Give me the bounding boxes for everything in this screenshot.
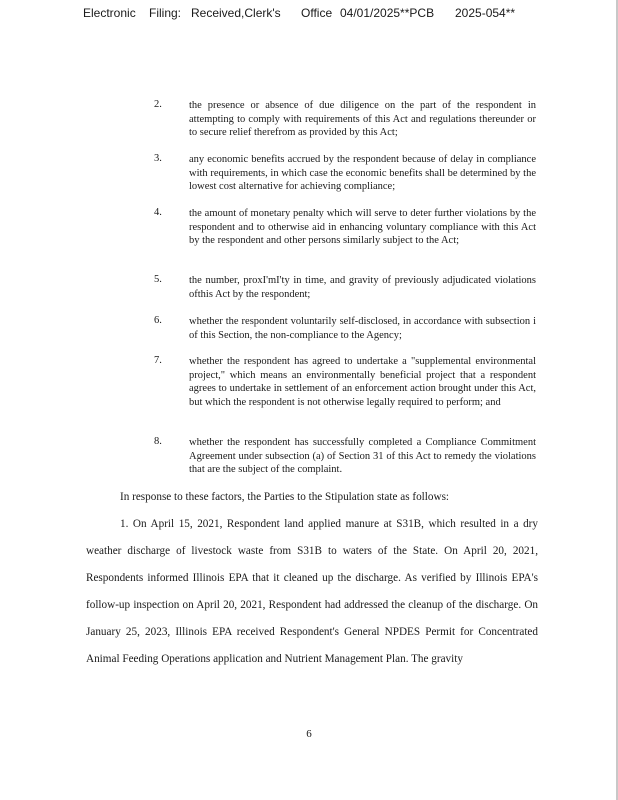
- header-date: 04/01/2025**PCB: [340, 6, 435, 20]
- header-electronic: Electronic: [83, 6, 136, 20]
- paragraph-1: 1. On April 15, 2021, Respondent land applied manure at S31B, which resulted in a dry weather discharge of livestock waste from S31B to waters of the State. On April 20, 2021, Respondents informed Illinois EPA that it cleaned up the discharge. As verified by Illinois EPA's follow-up inspection on April 20, 2021, Respondent had addressed the cleanup of the discharge. On January 25, 2023, Illinois EPA received Respondent's General NPDES Permit for Concentrated Animal Feeding Operations application and Nutrient Management Plan. The gravity: [86, 518, 538, 665]
- item-number: 3.: [154, 153, 162, 164]
- intro-sentence: In response to these factors, the Parties to the Stipulation state as follows:: [120, 491, 450, 503]
- item-number: 6.: [154, 315, 162, 326]
- header-docket: 2025-054**: [455, 6, 516, 20]
- page-number: 6: [306, 728, 312, 740]
- filing-header: [83, 6, 523, 22]
- item-text: the amount of monetary penalty which will serve to deter further violations by the respondent and to otherwise aid in enhancing voluntary compliance with this Act by the respondent and other persons similarly subject to the Act;: [189, 208, 536, 246]
- header-office: Office: [301, 6, 333, 20]
- item-number: 7.: [154, 355, 162, 366]
- item-text: any economic benefits accrued by the respondent because of delay in compliance with requirements, in which case the economic benefits shall be determined by the lowest cost alternative for achieving compliance;: [189, 154, 536, 192]
- item-number: 4.: [154, 207, 162, 218]
- item-number: 8.: [154, 436, 162, 447]
- item-number: 5.: [154, 274, 162, 285]
- item-text: whether the respondent voluntarily self-disclosed, in accordance with subsection i of this Section, the non-compliance to the Agency;: [189, 316, 536, 341]
- item-number: 2.: [154, 99, 162, 110]
- item-text: the number, proxI'mI'ty in time, and gravity of previously adjudicated violations ofthis Act by the respondent;: [189, 275, 536, 300]
- header-received: Received,Clerk's: [191, 6, 281, 20]
- item-text: whether the respondent has successfully completed a Compliance Commitment Agreement under subsection (a) of Section 31 of this Act to remedy the violations that are the subject of the complaint.: [189, 437, 536, 475]
- item-text: the presence or absence of due diligence on the part of the respondent in attempting to comply with requirements of this Act and regulations thereunder or to secure relief therefrom as provided by this Act;: [189, 100, 536, 138]
- header-filing: Filing:: [149, 6, 182, 20]
- item-text: whether the respondent has agreed to undertake a "supplemental environmental project," which means an environmentally beneficial project that a respondent agrees to undertake in settlement of an enforcement action brought under this Act, but which the respondent is not otherwise legally required to perform; and: [189, 356, 536, 408]
